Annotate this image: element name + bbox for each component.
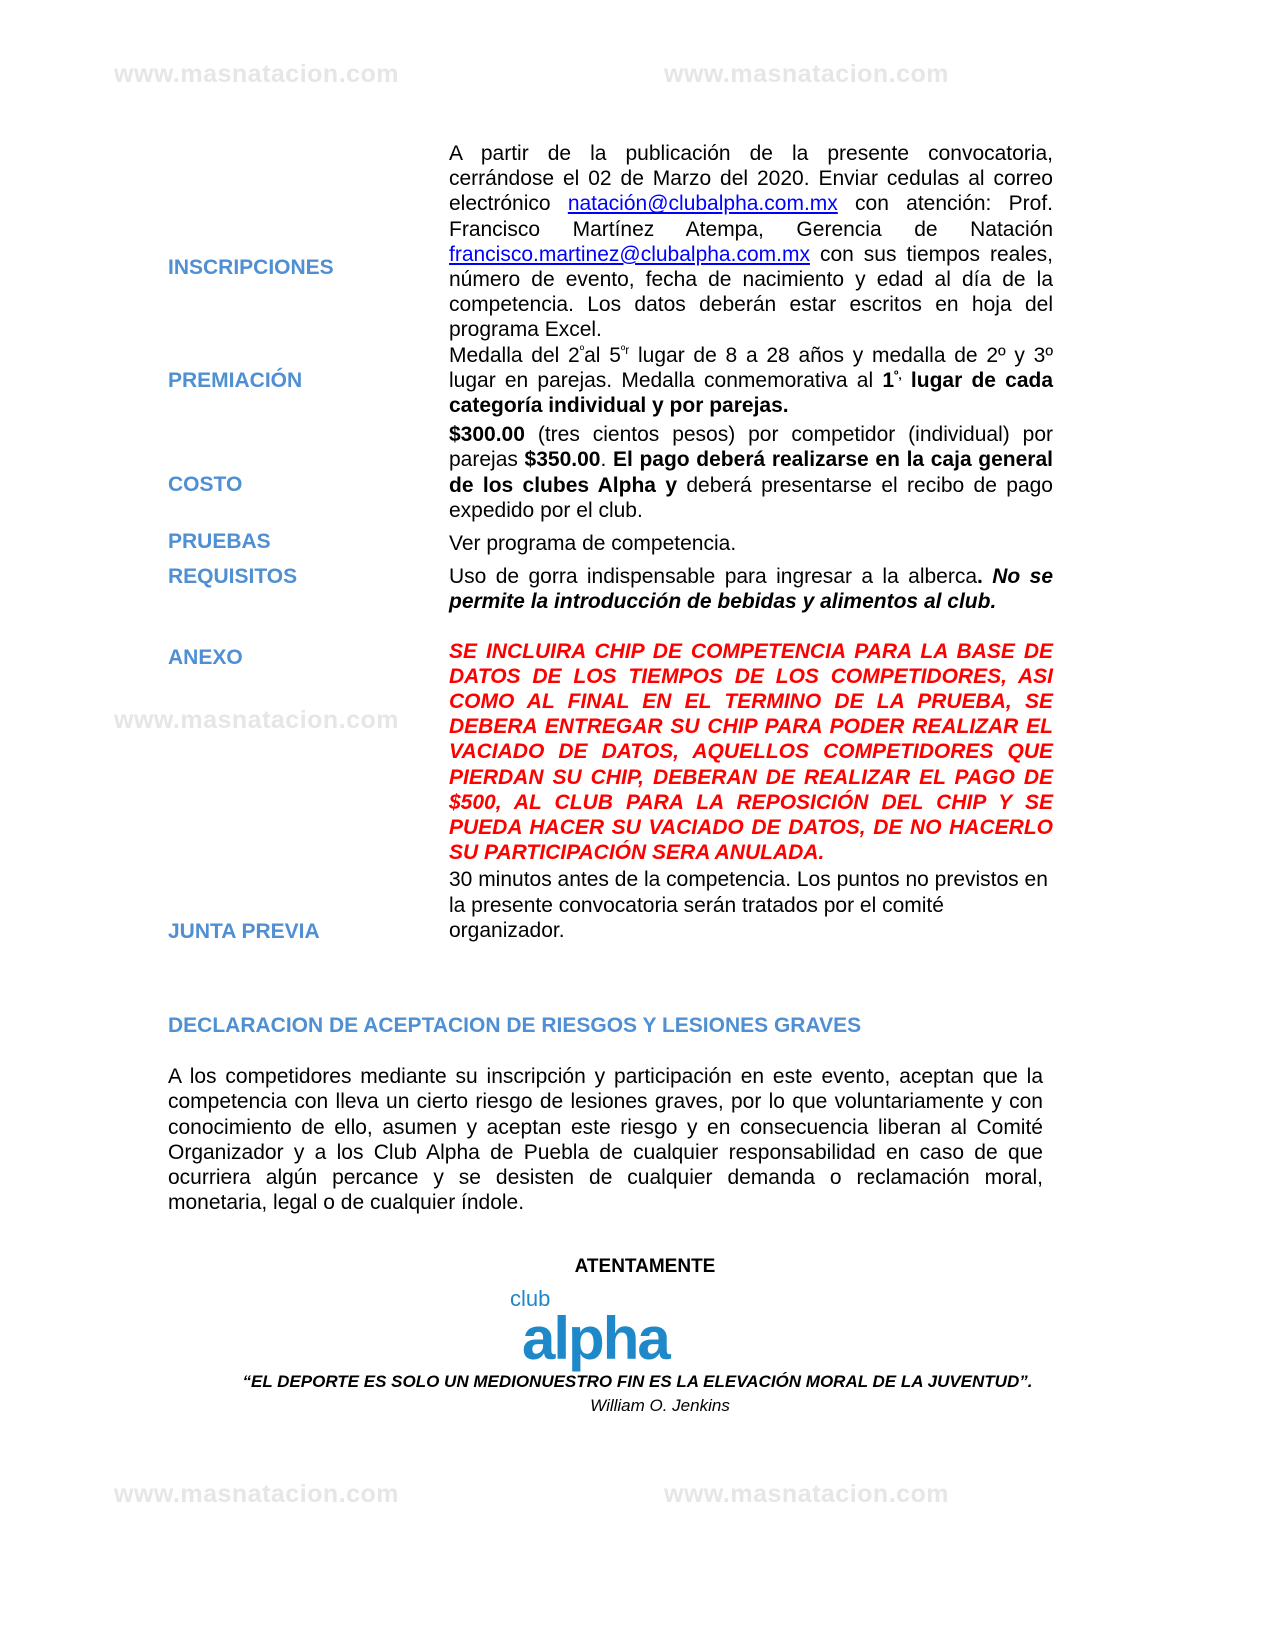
email-link[interactable]: natación@clubalpha.com.mx — [567, 192, 838, 216]
requisitos-text — [449, 564, 1053, 614]
text: al 5 — [584, 343, 621, 367]
watermark: www.masnatacion.com — [664, 1480, 950, 1508]
declaration-heading: DECLARACION DE ACEPTACION DE RIESGOS Y LESIONES GRAVES — [168, 1014, 862, 1038]
email-link[interactable]: francisco.martinez@clubalpha.com.mx — [449, 242, 810, 266]
anexo-text: SE INCLUIRA CHIP DE COMPETENCIA PARA LA BASE DE DATOS DE LOS TIEMPOS DE LOS COMPETIDORES, ASI COMO AL FINAL EN EL TERMINO DE LA PRUEBA, SE DEBERA ENTREGAR SU CHIP PARA PODER REALIZAR EL VACIADO DE DATOS, AQUELLOS COMPETIDORES QUE PIERDAN SU CHIP, DEBERAN DE REALIZAR EL PAGO DE $500, AL CLUB PARA LA REPOSICIÓN DEL CHIP Y SE PUEDA HACER SU VACIADO DE DATOS, DE NO HACERLO SU PARTICIPACIÓN SERA ANULADA. — [449, 639, 1053, 865]
text: A partir de la publicación de la presente convocatoria, cerrándose el 02 de Marzo del 2020. Enviar cedulas al correo electrónico — [449, 142, 1053, 216]
sup: º — [579, 342, 585, 357]
atentamente: ATENTAMENTE — [574, 1256, 716, 1278]
pruebas-text: Ver programa de competencia. — [449, 532, 737, 556]
document-body — [168, 141, 1053, 1417]
bold: . — [977, 565, 983, 589]
text: lugar de 8 a 28 años y medalla de 2º y 3º lugar en parejas. Medalla conmemorativa al — [449, 343, 1053, 392]
text: Medalla del 2 — [449, 343, 580, 367]
label-junta-previa: JUNTA PREVIA — [168, 920, 320, 943]
quote: “EL DEPORTE ES SOLO UN MEDIONUESTRO FIN ES LA ELEVACIÓN MORAL DE LA JUVENTUD”. — [242, 1372, 1033, 1392]
text: Uso de gorra indispensable para ingresar a la alberca — [449, 565, 978, 589]
declaration-text: A los competidores mediante su inscripción y participación en este evento, aceptan que la competencia con lleva un cierto riesgo de lesiones graves, por lo que voluntariamente y con conocimiento de ello, asumen y aceptan este riesgo y en consecuencia liberan al Comité Organizador y a los Club Alpha de Puebla de cualquier responsabilidad en caso de que ocurriera algún percance y se desisten de cualquier demanda o reclamación moral, monetaria, legal o de cualquier índole. — [168, 1065, 1043, 1215]
bold: El pago deberá realizarse en la caja general de los clubes Alpha y — [449, 448, 1053, 497]
logo-alpha: alpha — [522, 1305, 669, 1373]
label-inscripciones: INSCRIPCIONES — [168, 256, 334, 279]
bold-italic: No se permite la introducción de bebidas y alimentos al club. — [449, 565, 1053, 614]
watermark: www.masnatacion.com — [664, 60, 950, 88]
watermark: www.masnatacion.com — [114, 706, 400, 734]
text: con sus tiempos reales, número de evento, fecha de nacimiento y edad al día de la competencia. Los datos deberán estar escritos en hoja del programa Excel. — [449, 242, 1053, 342]
logo-club: club — [510, 1286, 551, 1312]
bold: $350.00 — [524, 448, 601, 472]
text: deberá presentarse el recibo de pago expedido por el club. — [449, 473, 1053, 522]
label-costo: COSTO — [168, 473, 243, 496]
premiacion-text — [449, 343, 1053, 419]
watermark: www.masnatacion.com — [114, 60, 400, 88]
inscripciones-text — [449, 141, 1053, 343]
sup: ºr — [620, 342, 630, 357]
costo-text — [449, 422, 1053, 523]
label-anexo: ANEXO — [168, 646, 243, 669]
label-requisitos: REQUISITOS — [168, 565, 298, 588]
sup: º, — [894, 367, 902, 382]
text: (tres cientos pesos) por competidor (individual) por parejas — [449, 423, 1053, 472]
bold: $300.00 — [449, 423, 525, 447]
text: con atención: Prof. Francisco Martínez Atempa, Gerencia de Natación — [449, 192, 1053, 241]
bold: lugar de cada categoría individual y por parejas. — [449, 368, 1054, 418]
club-alpha-logo — [508, 1286, 698, 1373]
text: . — [600, 448, 613, 472]
label-pruebas: PRUEBAS — [168, 530, 271, 553]
bold: 1 — [882, 368, 895, 392]
label-premiacion: PREMIACIÓN — [168, 369, 303, 392]
author: William O. Jenkins — [590, 1396, 730, 1416]
junta-text: 30 minutos antes de la competencia. Los puntos no previstos en la presente convocatoria serán tratados por el comité organizador. — [449, 868, 1048, 942]
watermark: www.masnatacion.com — [114, 1480, 400, 1508]
